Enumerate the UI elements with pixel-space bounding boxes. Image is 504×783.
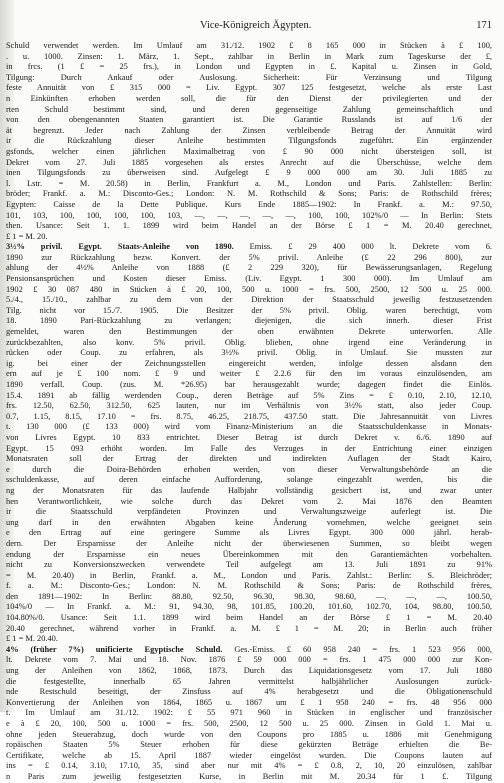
text-line: 4% (früher 7%) unificierte Egyptische Schuld. Ges.-Emiss. £ 60 958 240 = frs. 1 523 956 000, bbox=[6, 644, 492, 654]
text-line: inen Tilgungsfonds zu überweisen sind. Aufgelegt £ 9 000 000 am 30. Juli 1885 zu bbox=[6, 168, 492, 178]
text-line: bröder; Frankf. a. M.: Disconto-Ges.; London: N. M. Rothschild & Sons; Paris: de Rothschild frères; bbox=[6, 189, 492, 199]
text-line: 18. 1890 Pari-Rückzahlung zu verlangen; diejenigen, die sich innerh. dieser Frist bbox=[6, 316, 492, 326]
body-text bbox=[0, 41, 492, 783]
text-line: 1890 verfall. Coup. (zus. M. *26.95) bar herausgezahlt wurde; dagegen findet die Einlös. bbox=[6, 380, 492, 389]
text-line: gemeldet, waren den Bestimmungen der oben erwähnten Dekrete unterworfen. Alle bbox=[6, 327, 492, 337]
text-line: . u. 1000. Zinsen: 1. März, 1. Sept., zahlbar in Berlin in Mark zum Tageskurse der £, bbox=[6, 51, 492, 61]
text-line: t. Im Umlauf am 31./12. 1902: £ 55 971 960 in Stücken in englischer und französischer bbox=[6, 708, 492, 718]
text-line: ohne jeden Steuerabzug, doch wurde von den Coupons pro 1885 u. 1886 mit Genehmigung bbox=[6, 729, 492, 739]
text-line: 104.80%/0. Usance: Seit 1.1. 1899 wird beim Handel an der Börse £ 1 = M. 20.40 bbox=[6, 613, 492, 623]
text-line: e durch die Doira-Behörden erhoben werden, von dieser Verwaltungsbehörde an die bbox=[6, 464, 492, 474]
text-line: von Livres Egypt. 10 833 entrichtet. Dieser Betrag ist durch Dekret v. 6./6. 1890 auf bbox=[6, 432, 492, 442]
text-line: nde Restschuld beseitigt, der Zinsfuss auf 4% herabgesetzt und die Obligationenschuld bbox=[6, 687, 492, 697]
running-header bbox=[0, 20, 504, 34]
text-line: die festgestellte, innerhalb 65 Jahren vermittelst halbjährlicher Auslosungen zurück- bbox=[6, 676, 492, 686]
text-line: ahlung der 4½% Anleihe von 1888 (£ 2 229 320), für Bewässerungsanlagen, Regelung bbox=[6, 263, 492, 273]
text-line: lt. Dekrete vom 7. Mai und 18. Nov. 1876 £ 59 000 000 = frs. 1 475 000 000 zur Kon- bbox=[6, 655, 492, 665]
text-line: 1890 zur Rückzahlung bezw. Konvert. der 5% privil. Anleihe (£ 22 296 800), zur bbox=[6, 252, 492, 262]
text-line: ig. bei einer der Zeichnungsstellen eingereicht werden, infolge dessen alsdann den bbox=[6, 358, 492, 368]
text-line: t. 130 000 (£ 133 000) wird vom Finanz-Ministerium an die Staatsschuldenkasse in Monats- bbox=[6, 422, 492, 432]
text-line: Egypten: Caisse de la Dette Publique. Kurs Ende 1885—1902: In Frankf. a. M.: 97.50, bbox=[6, 199, 492, 209]
text-line: frs. 12.50, 62.50, 312.50, 625 lauten, nur im Verhältnis von 3½% statt, also jeder Coup. bbox=[6, 401, 492, 411]
text-line: e à £ 20, 100, 500 u. 1000 = frs. 500, 2500, 12 500 u. 25 000. Zinsen in Gold 1. Mai u. bbox=[6, 719, 492, 728]
text-line: = M. 20.40) in Berlin, Frankf. a. M., London und Paris. Zahlst.: Berlin: S. Bleichröder; bbox=[6, 570, 492, 580]
text-line: 3½% privil. Egypt. Staats-Anleihe von 1890. Emiss. £ 29 400 000 lt. Dekrete vom 6. bbox=[6, 242, 492, 252]
text-line: Pensionsansprüchen und Kosten dieser Emiss. (Liv. Egypt. 1 300 000). Im Umlauf am bbox=[6, 274, 492, 284]
running-title: Vice-Königreich Ägypten. bbox=[200, 20, 312, 31]
text-line: 1902 £ 30 087 480 in Stücken à £ 20, 100, 500 u. 1000 = frs. 500, 2500, 12 500 u. 25 000. bbox=[6, 284, 492, 294]
text-line: dern. Der Ersparnisse der Anleihe nicht der überwiesenen Summen, so bleibt wegen bbox=[6, 538, 492, 548]
text-line: gsfonds, welcher einen jährlichen Maximalbetrag von £ 90 000 nicht übersteigen soll, ist bbox=[6, 146, 492, 156]
section-heading: 4% (früher 7%) unificierte Egyptische Schuld. bbox=[6, 644, 223, 654]
text-line: l. Lstr. = M. 20.58) in Berlin, Frankfurt a. M., London und Paris. Zahlstellen: Berlin: bbox=[6, 178, 492, 188]
text-line: ng der Monatsraten für das laufende Halbjahr vollständig gesichert ist, und zwar unter bbox=[6, 485, 492, 495]
text-line: Monatsraten soll der Ertrag der direkten und indirekten Auflagen der Stadt Kairo, bbox=[6, 454, 492, 464]
text-line: rücken oder Coup. zu erfahren, als 3½% privil. Oblig. in Umlauf. Sie mussten zur bbox=[6, 348, 492, 358]
text-line: 20.40 gerechnet, während vorher in Frankf. a. M. £ 1 = M. 20; in Berlin auch früher bbox=[6, 623, 492, 633]
text-line: 5./4., 15./10., zahlbar zu dem von der Direktion der Staatsschuld jeweilig festzusetzenden bbox=[6, 295, 492, 305]
text-line: zurückbezahlten, also konv. 5% privil. Oblig. blieben, ohne irgend eine Veränderung in bbox=[6, 337, 492, 347]
text-line: den 1891—1902: In Berlin: 88.80, 92.50, 96.30, 98.30, 98.60, —, —, —, 100.50, bbox=[6, 591, 492, 601]
text-line: ern auf je £ 100 nom. £ 9 und weiter £ 2.2.6 für den im voraus einzulösenden, am bbox=[6, 369, 492, 379]
text-line: ir die Rückzahlung dieser Anleihe bestimmten Tilgungsfonds zugeführt. Ein ergänzender bbox=[6, 136, 492, 146]
text-line: ropäischen Staaten 5% Steuer erhoben für diese gekürzten Beträge erhielten die Be- bbox=[6, 740, 492, 750]
text-line: endung der Ersparnisse ein neues Übereinkommen mit den Garantiemächten vorbehalten. bbox=[6, 549, 492, 559]
text-line: Egypt. 15 093 erhöht worden. Im Falle des Verzuges in der Entrichtung einer einzigen bbox=[6, 443, 492, 453]
text-line: in frcs. (1 £ = 25 frs.), in London und Egypten in £. Kapital u. Zinsen in Gold, bbox=[6, 62, 492, 72]
text-line: 0.7, 1.15, 8.15, 17.10 = frs. 8.75, 46.25, 218.75, 437.50 statt. Die Jahresannuität von Livres bbox=[6, 411, 492, 421]
page-number: 171 bbox=[476, 20, 492, 31]
text-line: n Einkünften erhoben werden soll, die für den Dienst der privilegierten und der bbox=[6, 93, 492, 103]
text-line: von den obengenannten Staaten garantiert ist. Die Garantie Russlands ist auf 1/6 der bbox=[6, 115, 492, 125]
text-line: n Paris zum jeweilig festgesetzten Kurse, in Berlin mit M. 20.34 für 1 £. Tilgung bbox=[6, 771, 492, 781]
text-line: 104%/0 — In Frankf. a. M.: 91, 94.30, 98, 101.85, 100.20, 101.60, 102.70, 104, 98.80, 100.50, bbox=[6, 602, 492, 612]
text-line: Tilgung: Durch Ankauf oder Auslosung. Sicherheit: Für Verzinsung und Tilgung bbox=[6, 72, 492, 82]
text-line: Schuld verwendet werden. Im Umlauf am 31./12. 1902 £ 8 165 000 in Stücken à £ 100, bbox=[6, 41, 492, 50]
text-line: Tilg. nicht vor 15./7. 1905. Die Besitzer der 5% privil. Oblig. waren berechtigt, vom bbox=[6, 305, 492, 315]
text-line: Konvertierung der Anleihen von 1864, 1865 u. 1867 um £ 1 958 240 = frs. 48 956 000 bbox=[6, 697, 492, 707]
text-line: ung der Anleihen von 1862, 1868, 1873. Durch das Liquidationsgesetz vom 17. Juli 1880 bbox=[6, 666, 492, 676]
text-line: £ 1 = M. 20. bbox=[6, 231, 48, 241]
text-line: ins = £ 0.14, 3.10, 17.10, 35, sind aber nur mit 4% = £ 0.8, 2, 10, 20 einzulösen, zahlbar bbox=[6, 761, 492, 771]
text-line: ät begrenzt. Jeder nach Zahlung der Zinsen verbleibende Betrag der Annuität wird bbox=[6, 125, 492, 135]
text-line: ung darf in den erwähnten Abgaben keine Änderung vornehmen, welche geeignet sein bbox=[6, 517, 492, 527]
text-line: e den Ertrag auf eine geringere Summe als Livres Egypt. 300 000 jährl. herab- bbox=[6, 528, 492, 538]
text-line: sschuldenkasse, auf deren einfache Aufforderung, solange eingezahlt werden, bis die bbox=[6, 475, 492, 485]
text-line: hen Verantwortlichkeit, wie solche durch das Dekret vom 2. Mai 1876 den Beamten bbox=[6, 496, 492, 506]
text-line: ir die Staatsschuld verpfändeten Provinzen und Verwaltungszweige auferlegt ist. Die bbox=[6, 507, 492, 517]
text-line: f. a. M.: Disconto-Ges.; London: N. M. Rothschild & Sons; Paris: de Rothschild frères, bbox=[6, 581, 492, 591]
text-line: 101, 103, 100, 100, 100, 100, 103, —, —, —, —, —, 100, 100, 102%/0 — In Berlin: Stets bbox=[6, 210, 492, 220]
text-line: feste Annuität von £ 315 000 = Liv. Egypt. 307 125 festgesetzt, welche als erste Last bbox=[6, 83, 492, 93]
text-line: then. Usance: Seit 1. 1. 1899 wird beim Handel an der Börse £ 1 = M. 20.40 gerechnet, bbox=[6, 221, 492, 231]
section-heading: 3½% privil. Egypt. Staats-Anleihe von 1890. bbox=[6, 242, 234, 252]
text-line: rten Schuld bestimmt sind, und deren gegenseitige Zahlung gemeinschaftlich und bbox=[6, 104, 492, 114]
text-line: nicht zu Konversionszwecken verwendete Teil aufgelegt am 13. Juli 1891 zu 91% bbox=[6, 560, 492, 570]
text-line: £ 1 = M. 20.40. bbox=[6, 634, 58, 644]
text-line: Certifikate, welche ab 15. April 1887 wieder eingelöst wurden. Die Coupons lauten auf bbox=[6, 750, 492, 760]
text-line: 15.4. 1891 ab fällig werdenden Coup., deren Beträge auf 5% Zins = £ 0.10, 2.10, 12.10, bbox=[6, 390, 492, 400]
text-line: Dekret vom 27. Juli 1885 vorgesehen als erstes Anrecht auf die Überschüsse, welche dem bbox=[6, 157, 492, 167]
